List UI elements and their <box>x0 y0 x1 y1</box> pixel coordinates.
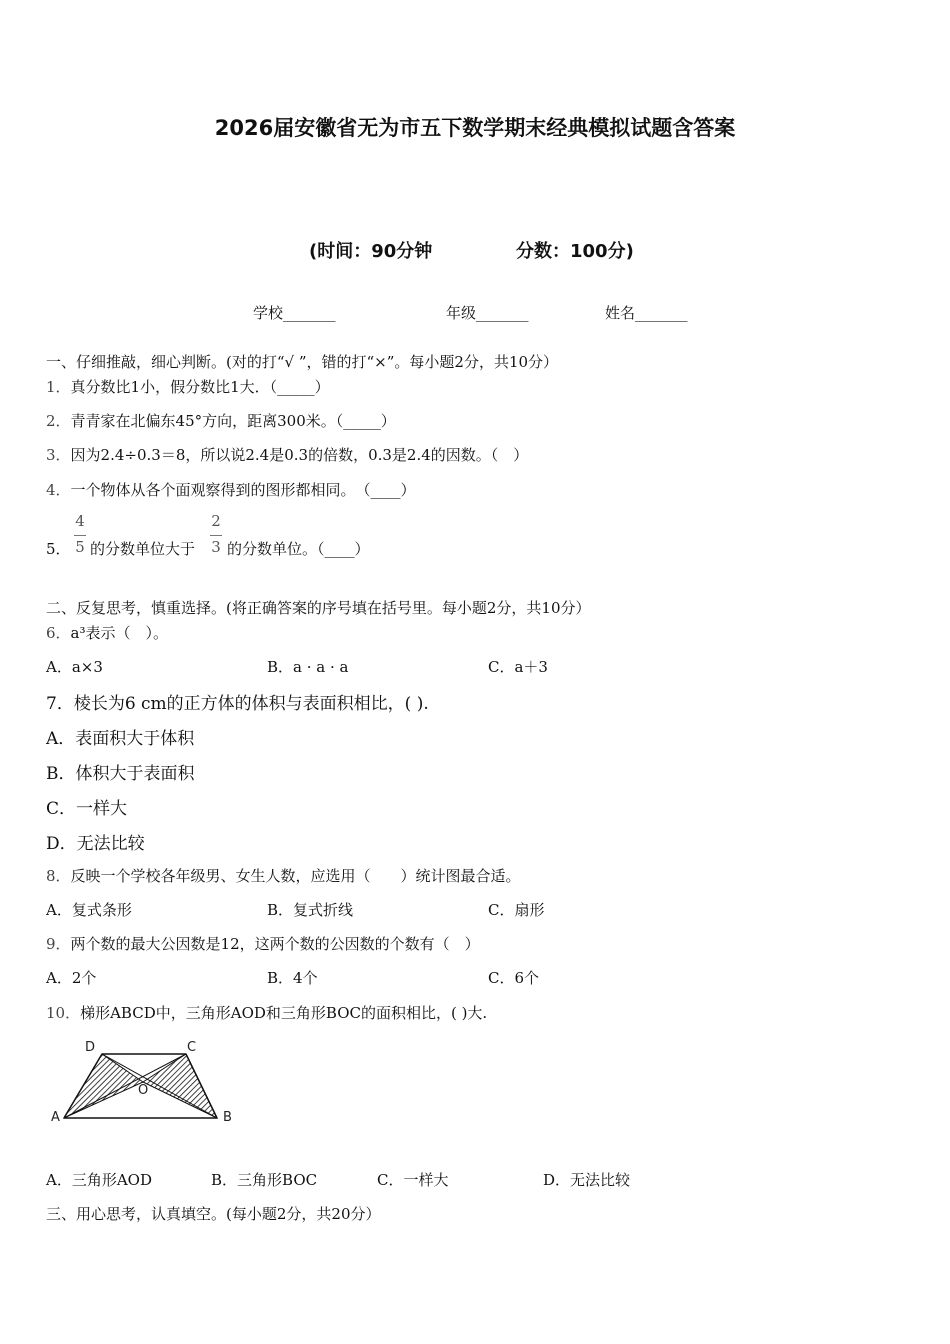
q6-option-c: C．a＋3 <box>488 658 548 676</box>
q9-option-c: C．6个 <box>488 969 540 987</box>
question-text: 一个物体从各个面观察得到的图形都相同。 （____） <box>70 481 416 499</box>
q10-option-b: B．三角形BOC <box>211 1171 318 1189</box>
exam-score: 分数：100分) <box>516 241 634 262</box>
question-text: 因为2.4÷0.3＝8，所以说2.4是0.3的倍数，0.3是2.4的因数。（ ） <box>70 446 529 464</box>
section-1-heading: 一、仔细推敲，细心判断。(对的打“√ ”，错的打“×”。每小题2分，共10分） <box>46 353 559 371</box>
fraction-1-bar <box>74 535 86 536</box>
q10-option-a: A．三角形AOD <box>46 1171 152 1189</box>
q10-option-c: C．一样大 <box>377 1171 449 1189</box>
q8-option-b: B．复式折线 <box>267 901 354 919</box>
label-o: O <box>138 1083 149 1098</box>
fraction-1-denominator: 5 <box>75 538 85 556</box>
question-10 <box>46 1002 487 1023</box>
q7-option-b: B．体积大于表面积 <box>46 764 195 784</box>
question-text: 梯形ABCD中，三角形AOD和三角形BOC的面积相比，( )大. <box>80 1004 488 1022</box>
question-number: 4． <box>46 481 71 499</box>
question-number: 9． <box>46 935 71 953</box>
name-field: 姓名_______ <box>605 304 688 322</box>
question-5-mid: 的分数单位大于 <box>90 540 196 558</box>
question-number: 3． <box>46 446 71 464</box>
triangle-aod <box>64 1054 143 1118</box>
fraction-2-denominator: 3 <box>211 538 221 556</box>
page-title: 2026届安徽省无为市五下数学期末经典模拟试题含答案 <box>214 116 736 140</box>
question-text: 反映一个学校各年级男、女生人数，应选用（ ）统计图最合适。 <box>70 867 521 885</box>
q7-option-d: D．无法比较 <box>46 834 145 854</box>
school-field: 学校_______ <box>253 304 336 322</box>
question-text: 青青家在北偏东45°方向，距离300米。（_____） <box>70 412 396 430</box>
question-number: 8． <box>46 867 71 885</box>
q7-option-a: A．表面积大于体积 <box>46 729 195 749</box>
fraction-1-numerator: 4 <box>75 512 85 530</box>
q9-option-a: A．2个 <box>46 969 97 987</box>
question-number: 10． <box>46 1004 81 1022</box>
q6-option-b: B．a · a · a <box>267 658 349 676</box>
label-a: A <box>51 1110 60 1125</box>
question-5-tail: 的分数单位。（____） <box>227 540 370 558</box>
question-text: 两个数的最大公因数是12，这两个数的公因数的个数有（ ） <box>70 935 480 953</box>
q9-option-b: B．4个 <box>267 969 318 987</box>
q8-option-a: A．复式条形 <box>46 901 132 919</box>
question-2 <box>46 410 396 431</box>
question-number: 6． <box>46 624 71 642</box>
triangle-boc <box>143 1054 217 1118</box>
fraction-2-numerator: 2 <box>211 512 221 530</box>
question-text: 真分数比1小，假分数比1大．（_____） <box>70 378 330 396</box>
section-2-heading: 二、反复思考，慎重选择。(将正确答案的序号填在括号里。每小题2分，共10分） <box>46 599 591 617</box>
trapezoid-figure <box>40 1032 250 1132</box>
section-3-heading: 三、用心思考，认真填空。(每小题2分，共20分） <box>46 1205 381 1223</box>
question-1 <box>46 376 330 397</box>
question-8 <box>46 865 521 886</box>
q10-option-d: D．无法比较 <box>543 1171 631 1189</box>
q7-option-c: C．一样大 <box>46 799 128 819</box>
label-c: C <box>187 1040 197 1055</box>
question-5-number: 5． <box>46 540 71 558</box>
label-d: D <box>85 1040 96 1055</box>
q6-option-a: A．a×3 <box>46 658 103 676</box>
question-9 <box>46 933 480 954</box>
label-b: B <box>223 1110 232 1125</box>
grade-field: 年级_______ <box>446 304 529 322</box>
fraction-2-bar <box>210 535 222 536</box>
question-3 <box>46 444 528 465</box>
question-4 <box>46 479 416 500</box>
question-number: 1． <box>46 378 71 396</box>
question-6 <box>46 622 168 643</box>
exam-time: (时间：90分钟 <box>309 241 433 262</box>
question-number: 2． <box>46 412 71 430</box>
question-7: 7．棱长为6 cm的正方体的体积与表面积相比，( ). <box>46 694 429 714</box>
question-text: a³表示（ ）。 <box>70 624 169 642</box>
q8-option-c: C．扇形 <box>488 901 545 919</box>
